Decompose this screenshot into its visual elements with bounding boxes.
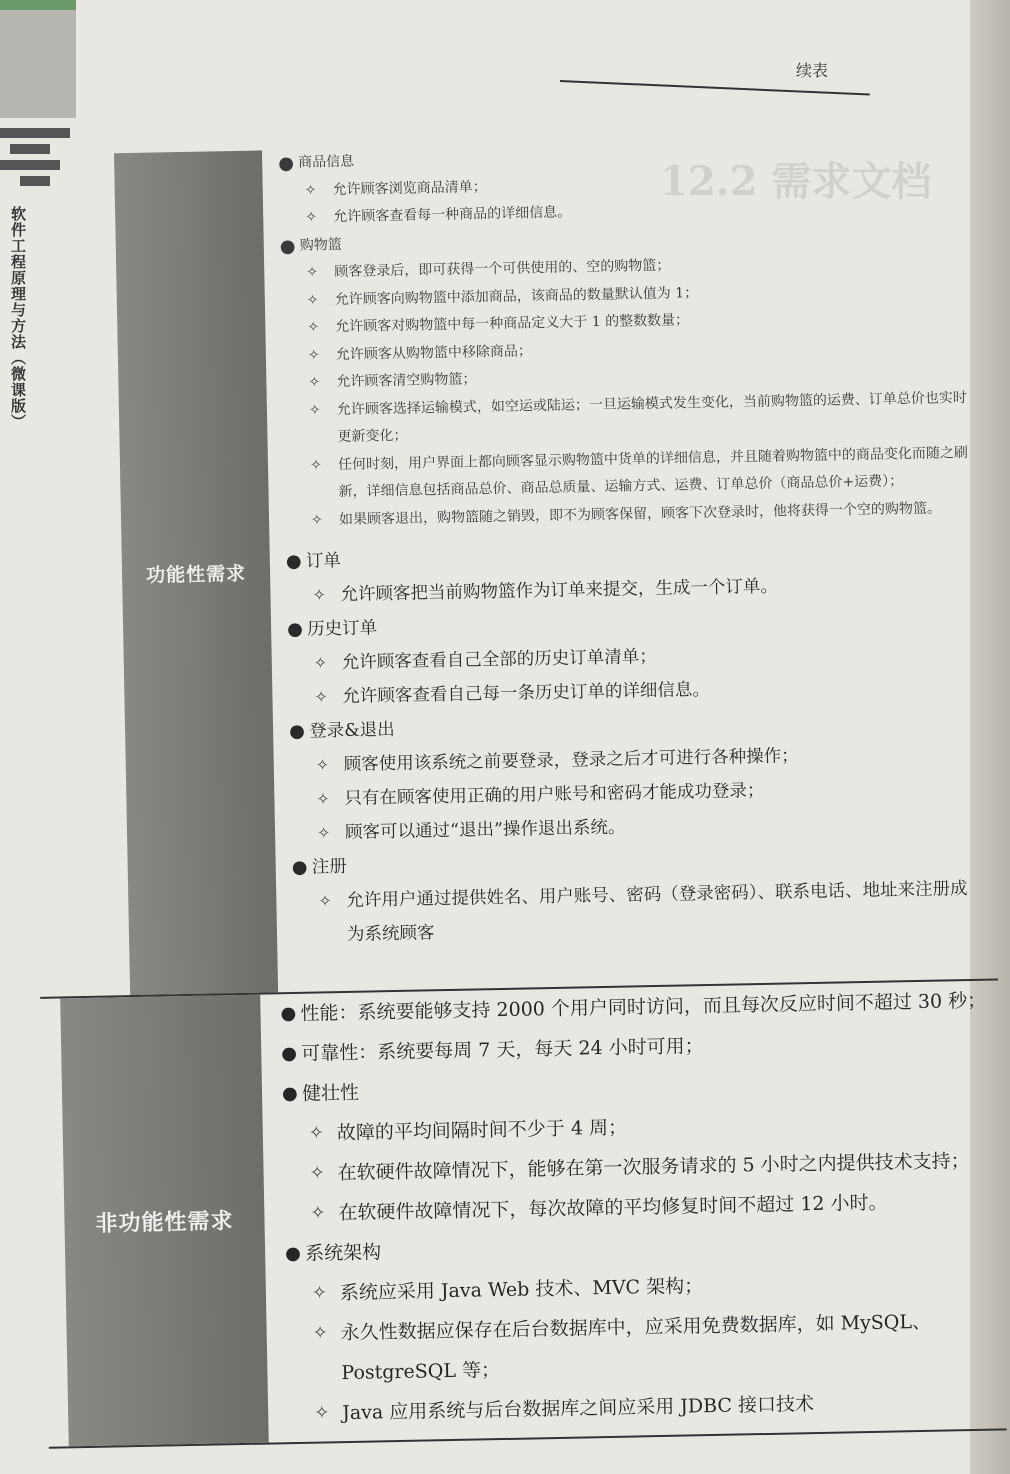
- bullet-icon: ●: [286, 618, 304, 641]
- functional-label: 功能性需求: [145, 562, 247, 587]
- nonfunctional-content-cell: [260, 980, 1006, 1442]
- diamond-bullet-icon: ✧: [309, 1162, 325, 1184]
- bullet-icon: ●: [279, 235, 296, 257]
- diamond-bullet-icon: ✧: [310, 1202, 326, 1224]
- group-title: 健壮性: [301, 1081, 360, 1105]
- group-title: 系统架构: [304, 1241, 382, 1265]
- list-item: [280, 219, 976, 535]
- item-text: 允许顾客从购物篮中移除商品；: [335, 342, 533, 363]
- list-item: [289, 702, 981, 851]
- diamond-bullet-icon: ✧: [314, 1402, 330, 1424]
- item-text: 顾客登录后，即可获得一个可供使用的、空的购物篮；: [334, 257, 671, 281]
- list-item: [306, 1301, 995, 1394]
- diamond-bullet-icon: ✧: [318, 891, 332, 911]
- diamond-bullet-icon: ✧: [313, 653, 328, 673]
- item-text: 允许顾客向购物篮中添加商品，该商品的数量默认值为 1；: [334, 284, 699, 308]
- diamond-bullet-icon: ✧: [305, 209, 318, 226]
- nonfunctional-label: 非功能性需求: [95, 1208, 234, 1237]
- item-text: 允许顾客查看自己每一条历史订单的详细信息。: [342, 679, 711, 707]
- functional-content-cell: [262, 137, 998, 993]
- nonfunctional-label-cell: [60, 995, 269, 1447]
- bullet-icon: ●: [285, 550, 302, 573]
- show-through-text: 12.2 需求文档: [660, 158, 932, 205]
- group-title: 注册: [311, 856, 347, 878]
- functional-label-cell: [114, 150, 278, 995]
- group-title: 可靠性：系统要每周 7 天，每天 24 小时可用；: [301, 1035, 704, 1065]
- list-item: [287, 600, 979, 715]
- diamond-bullet-icon: ✧: [310, 511, 323, 529]
- diamond-bullet-icon: ✧: [309, 456, 322, 474]
- bullet-icon: ●: [278, 152, 295, 175]
- group-title: 订单: [305, 550, 342, 572]
- item-text: 允许顾客浏览商品清单；: [332, 178, 487, 198]
- diamond-bullet-icon: ✧: [316, 823, 331, 843]
- bullet-icon: ●: [281, 1082, 298, 1105]
- item-text: 故障的平均间隔时间不少于 4 周；: [336, 1116, 628, 1145]
- requirements-table: [24, 137, 1007, 1445]
- diamond-bullet-icon: ✧: [314, 687, 329, 707]
- diamond-bullet-icon: ✧: [312, 1322, 328, 1344]
- item-text: 顾客可以通过“退出”操作退出系统。: [344, 817, 626, 843]
- group-title: 性能：系统要能够支持 2000 个用户同时访问，而且每次反应时间不超过 30 秒；: [300, 989, 987, 1025]
- item-text: 如果顾客退出，购物篮随之销毁，即不为顾客保留，顾客下次登录时，他将获得一个空的购物篮。: [338, 499, 942, 528]
- item-text: Java 应用系统与后台数据库之间应采用 JDBC 接口技术: [342, 1393, 815, 1425]
- list-item: [291, 838, 983, 953]
- bullet-icon: ●: [280, 1002, 297, 1025]
- diamond-bullet-icon: ✧: [316, 789, 331, 809]
- diamond-bullet-icon: ✧: [307, 319, 320, 336]
- diamond-bullet-icon: ✧: [308, 1122, 325, 1144]
- bullet-icon: ●: [281, 1042, 298, 1065]
- header-rule: [560, 80, 870, 96]
- functional-list-top: [278, 137, 975, 535]
- item-text: 允许用户通过提供姓名、用户账号、密码（登录密码）、联系电话、地址来注册成为系统顾客: [346, 879, 968, 945]
- diamond-bullet-icon: ✧: [304, 181, 317, 199]
- item-text: 允许顾客清空购物篮；: [336, 371, 477, 391]
- diamond-bullet-icon: ✧: [308, 401, 321, 419]
- item-text: 在软硬件故障情况下，每次故障的平均修复时间不超过 12 小时。: [338, 1191, 888, 1225]
- diamond-bullet-icon: ✧: [311, 1282, 328, 1304]
- bullet-icon: ●: [288, 720, 306, 743]
- chapter-tab: [0, 0, 76, 118]
- item-text: 顾客使用该系统之前要登录，登录之后才可进行各种操作；: [343, 746, 799, 775]
- diamond-bullet-icon: ✧: [312, 585, 327, 605]
- bullet-icon: ●: [291, 856, 308, 878]
- diamond-bullet-icon: ✧: [308, 374, 321, 391]
- item-text: 任何时刻，用户界面上都向顾客显示购物篮中货单的详细信息，并且随着购物篮中的商品变化而随之刷新，详细信息包括商品总价、商品总质量、运输方式、运费、订单总价（商品总价+运费）；: [337, 444, 969, 501]
- continued-label: 续表: [796, 61, 829, 80]
- chapter-tab-accent: [0, 0, 76, 10]
- item-text: 只有在顾客使用正确的用户账号和密码才能成功登录；: [344, 780, 765, 809]
- group-title: 购物篮: [299, 236, 342, 254]
- group-title: 登录&退出: [308, 719, 395, 742]
- bullet-icon: ●: [284, 1242, 302, 1265]
- diamond-bullet-icon: ✧: [306, 291, 319, 309]
- item-text: 允许顾客对购物篮中每一种商品定义大于 1 的整数数量；: [335, 312, 690, 336]
- list-item: [312, 872, 983, 953]
- book-title-vertical: 软件工程原理与方法（微课版）: [9, 206, 27, 430]
- diamond-bullet-icon: ✧: [315, 755, 330, 775]
- list-item: [285, 1221, 997, 1435]
- diamond-bullet-icon: ✧: [307, 346, 320, 364]
- item-text: 系统应采用 Java Web 技术、MVC 架构；: [339, 1275, 704, 1305]
- item-text: 允许顾客查看自己全部的历史订单清单；: [341, 646, 657, 673]
- diamond-bullet-icon: ✧: [306, 264, 319, 281]
- item-text: 允许顾客查看每一种商品的详细信息。: [333, 204, 572, 226]
- item-text: 永久性数据应保存在后台数据库中，应采用免费数据库，如 MySQL、PostgreSQL 等；: [340, 1310, 932, 1385]
- nonfunctional-requirements-row: [40, 978, 1007, 1448]
- functional-requirements-row: [24, 137, 998, 997]
- group-title: 历史订单: [306, 618, 378, 640]
- functional-list-bottom: [286, 532, 984, 953]
- group-title: 商品信息: [298, 153, 355, 171]
- item-text: 在软硬件故障情况下，能够在第一次服务请求的 5 小时之内提供技术支持；: [337, 1150, 970, 1185]
- item-text: 允许顾客把当前购物篮作为订单来提交，生成一个订单。: [340, 576, 779, 606]
- list-item: [282, 1061, 993, 1235]
- list-item: [278, 137, 969, 233]
- item-text: 允许顾客选择运输模式，如空运或陆运；一旦运输模式发生变化，当前购物篮的运费、订单总价也实时更新变化；: [336, 389, 967, 446]
